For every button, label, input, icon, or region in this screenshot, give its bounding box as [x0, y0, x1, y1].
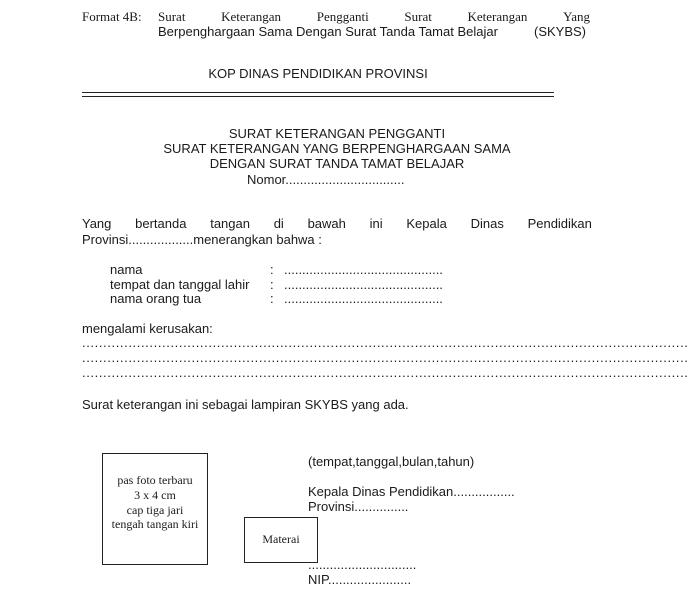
field-value-birth: ............................................ [284, 277, 443, 292]
doc-title-line3: DENGAN SURAT TANDA TAMAT BELAJAR [209, 156, 465, 171]
signature-role-line2: Provinsi............... [308, 499, 409, 514]
attachment-note: Surat keterangan ini sebagai lampiran SKYBS yang ada. [82, 397, 409, 412]
field-colon: : [270, 262, 274, 277]
field-value-nama: ............................................ [284, 262, 443, 277]
format-word: Pengganti [316, 9, 369, 24]
signature-role-line1: Kepala Dinas Pendidikan................. [308, 484, 515, 499]
format-code: (SKYBS) [534, 24, 587, 39]
intro-line1 [82, 216, 592, 231]
format-word: Keterangan [221, 9, 282, 24]
intro-word: Yang [82, 216, 112, 231]
format-title-line2: Berpenghargaan Sama Dengan Surat Tanda Tamat Belajar [158, 24, 498, 39]
letterhead-rule-top [82, 92, 554, 93]
format-word: Yang [563, 9, 590, 24]
photo-box-line1: pas foto terbaru [117, 473, 193, 487]
damage-line: ................................................................................................................................................ [82, 335, 689, 350]
format-title-line1 [158, 9, 590, 24]
intro-word: Kepala [406, 216, 447, 231]
photo-box-line4: tengah tangan kiri [111, 517, 199, 531]
format-label: Format 4B: [82, 9, 142, 24]
letterhead-title: KOP DINAS PENDIDIKAN PROVINSI [208, 66, 428, 81]
field-label-birth: tempat dan tanggal lahir [110, 277, 250, 292]
intro-word: di [273, 216, 284, 231]
intro-word: tangan [210, 216, 250, 231]
damage-line: ................................................................................................................................................ [82, 350, 689, 365]
letterhead-rule-bottom [82, 96, 554, 97]
field-label-parent: nama orang tua [110, 291, 202, 306]
signature-nip: NIP....................... [308, 572, 412, 587]
field-colon: : [270, 291, 274, 306]
stamp-box [244, 517, 318, 563]
intro-word: bertanda [135, 216, 187, 231]
signature-name-line: .............................. [308, 557, 417, 572]
doc-title-line2: SURAT KETERANGAN YANG BERPENGHARGAAN SAMA [163, 141, 511, 156]
intro-word: bawah [307, 216, 346, 231]
format-word: Surat [404, 9, 432, 24]
photo-box [102, 453, 208, 565]
doc-title-line1: SURAT KETERANGAN PENGGANTI [228, 126, 446, 141]
intro-word: ini [369, 216, 383, 231]
photo-box-line2: 3 x 4 cm [134, 488, 176, 502]
stamp-label: Materai [262, 532, 300, 546]
doc-nomor: Nomor................................. [247, 172, 405, 187]
signature-place-date: (tempat,tanggal,bulan,tahun) [308, 454, 475, 469]
intro-line2: Provinsi..................menerangkan bahwa : [82, 232, 322, 247]
intro-word: Pendidikan [527, 216, 592, 231]
format-word: Surat [158, 9, 186, 24]
intro-word: Dinas [470, 216, 504, 231]
damage-label: mengalami kerusakan: [82, 321, 213, 336]
photo-box-line3: cap tiga jari [126, 503, 184, 517]
field-colon: : [270, 277, 274, 292]
field-value-parent: ............................................ [284, 291, 443, 306]
format-word: Keterangan [467, 9, 528, 24]
damage-line: ................................................................................................................................................ [82, 365, 689, 380]
field-label-nama: nama [110, 262, 143, 277]
